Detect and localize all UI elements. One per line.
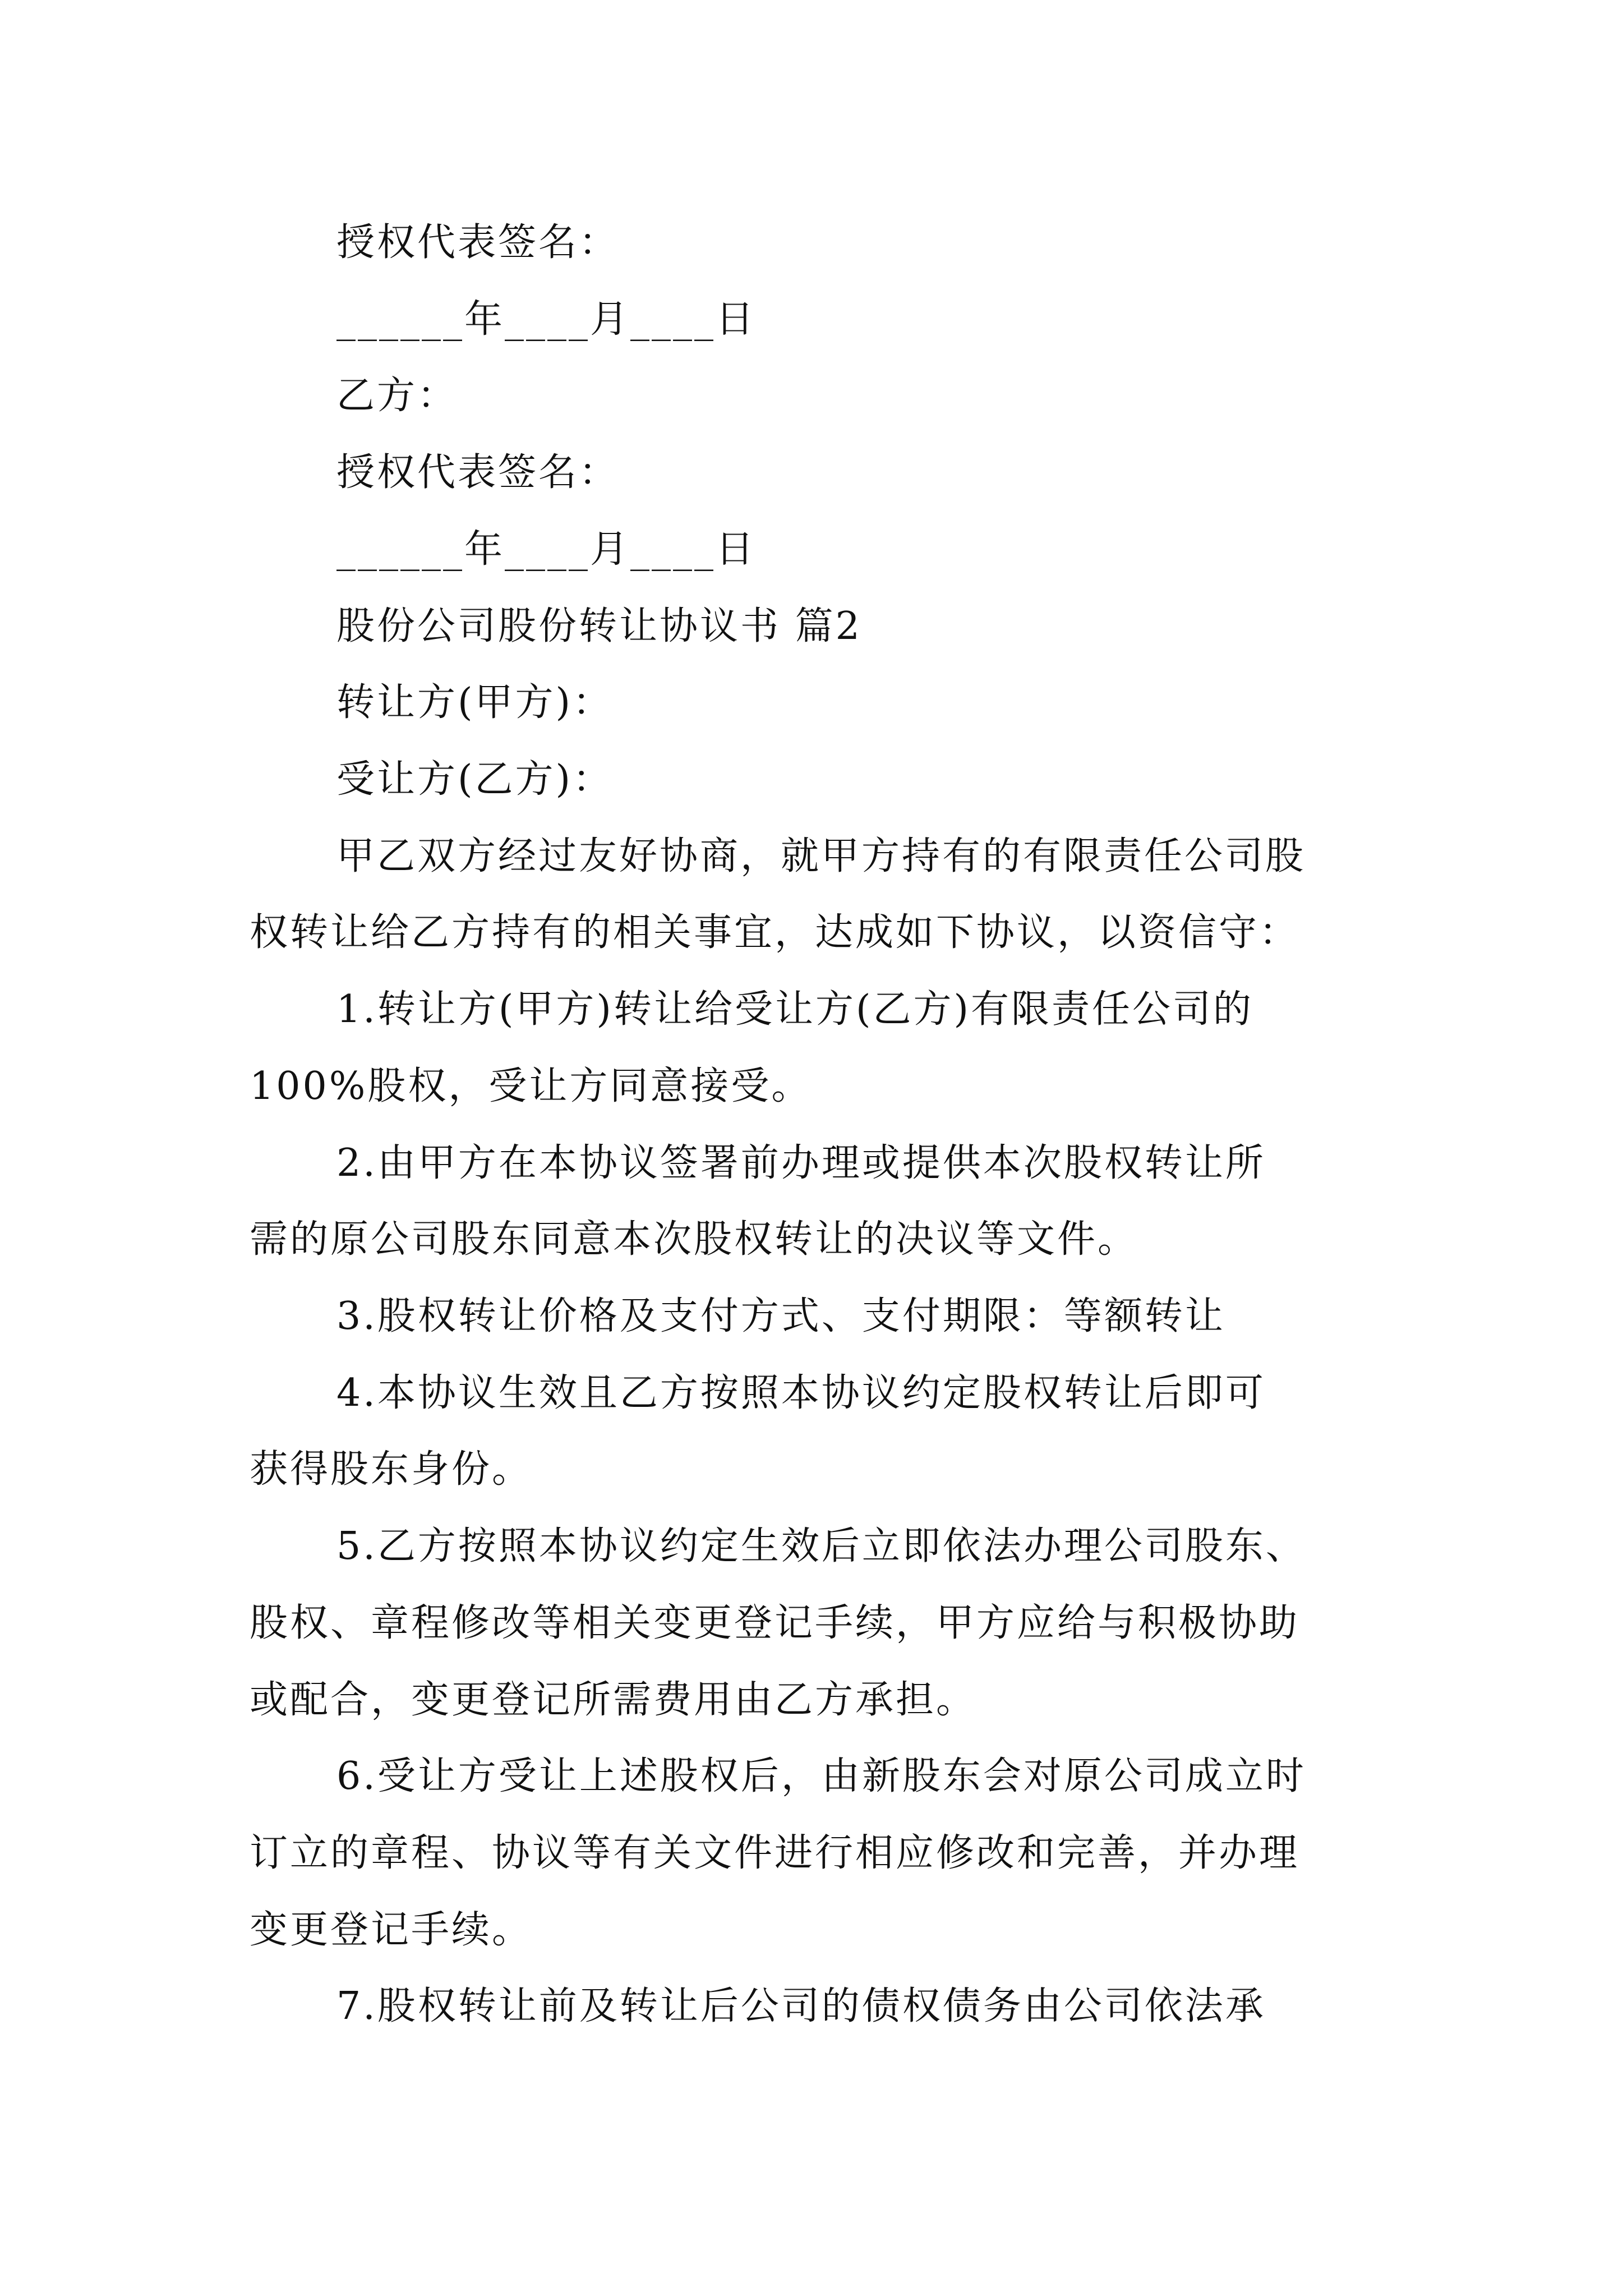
clause-line: 变更登记手续。 <box>250 1908 533 1952</box>
clause-line: 股权、章程修改等相关变更登记手续，甲方应给与积极协助 <box>250 1601 1300 1645</box>
transferor-label: 转让方(甲方)： <box>336 680 614 725</box>
signature-date-line: ______年____月____日 <box>336 297 757 342</box>
clause-line: 3.股权转让价格及支付方式、支付期限：等额转让 <box>336 1294 1225 1338</box>
authorized-rep-signature-label: 授权代表签名： <box>336 450 620 495</box>
clause-line: 5.乙方按照本协议约定生效后立即依法办理公司股东、 <box>336 1524 1306 1568</box>
transferee-label: 受让方(乙方)： <box>336 757 614 802</box>
clause-line: 1.转让方(甲方)转让给受让方(乙方)有限责任公司的 <box>336 987 1253 1032</box>
clause-line: 100%股权，受让方同意接受。 <box>250 1064 812 1108</box>
signature-date-line: ______年____月____日 <box>336 527 757 572</box>
preamble-line: 权转让给乙方持有的相关事宜，达成如下协议，以资信守： <box>250 910 1300 955</box>
clause-line: 订立的章程、协议等有关文件进行相应修改和完善，并办理 <box>250 1831 1300 1875</box>
clause-line: 或配合，变更登记所需费用由乙方承担。 <box>250 1678 977 1722</box>
clause-line: 6.受让方受让上述股权后，由新股东会对原公司成立时 <box>336 1754 1306 1798</box>
clause-line: 7.股权转让前及转让后公司的债权债务由公司依法承 <box>336 1984 1266 2028</box>
clause-line: 需的原公司股东同意本次股权转让的决议等文件。 <box>250 1217 1138 1262</box>
clause-line: 2.由甲方在本协议签署前办理或提供本次股权转让所 <box>336 1141 1266 1185</box>
party-b-label: 乙方： <box>336 374 458 418</box>
preamble-line: 甲乙双方经过友好协商，就甲方持有的有限责任公司股 <box>336 834 1306 878</box>
clause-line: 获得股东身份。 <box>250 1447 533 1492</box>
clause-line: 4.本协议生效且乙方按照本协议约定股权转让后即可 <box>336 1371 1266 1415</box>
agreement-title: 股份公司股份转让协议书 篇2 <box>336 604 862 648</box>
authorized-rep-signature-label: 授权代表签名： <box>336 220 620 265</box>
